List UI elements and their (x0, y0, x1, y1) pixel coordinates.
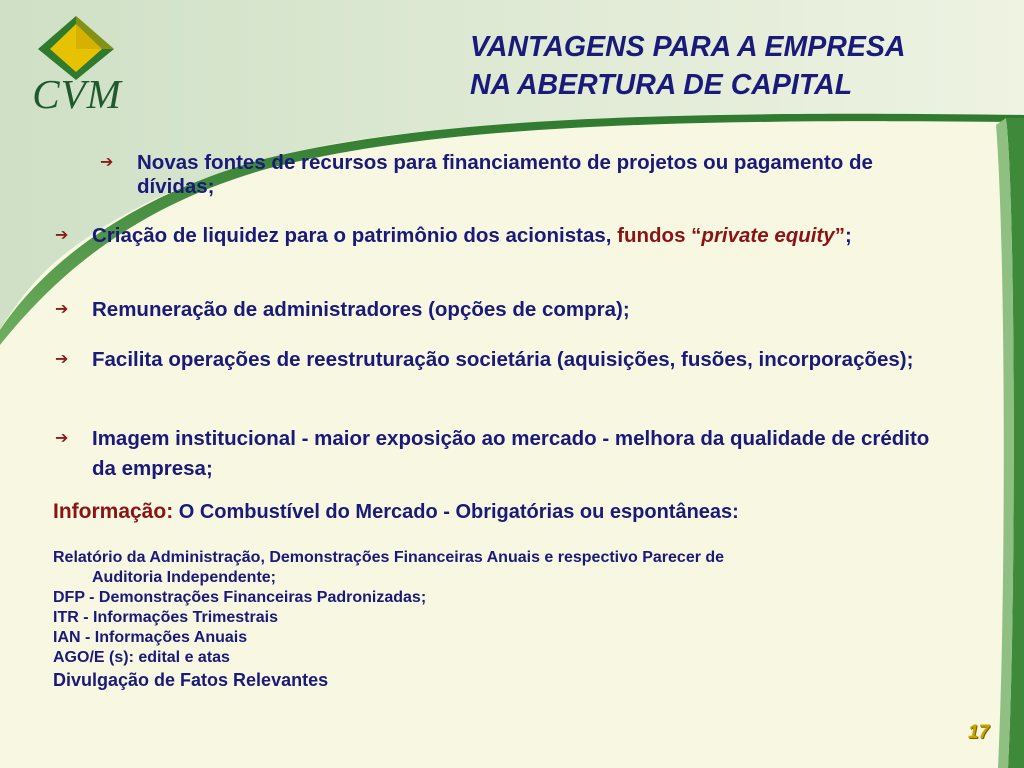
list-item: Divulgação de Fatos Relevantes (53, 670, 329, 690)
bullet-item (100, 151, 917, 199)
arrow-bullet-icon: ➔ (55, 301, 69, 318)
info-label: Informação: (53, 500, 174, 523)
bullet-text: Criação de liquidez para o patrimônio dos acionistas, fundos “private equity”; (92, 224, 852, 247)
page-number: 17 (968, 722, 990, 743)
info-heading (53, 500, 739, 524)
bullet-item (55, 298, 972, 322)
bullet-text: Remuneração de administradores (opções de compra); (92, 298, 630, 321)
title-line-1: VANTAGENS PARA A EMPRESA (470, 31, 906, 63)
list-item: ITR - Informações Trimestrais (53, 609, 278, 626)
arrow-bullet-icon: ➔ (55, 430, 69, 447)
list-item: AGO/E (s): edital e atas (53, 649, 230, 666)
bullet-item (55, 348, 972, 372)
info-text: O Combustível do Mercado - Obrigatórias ou espontâneas: (173, 501, 739, 523)
highlight-private-equity: private equity (701, 224, 835, 247)
highlight-fundos: fundos “ (617, 224, 702, 247)
arrow-bullet-icon: ➔ (55, 227, 69, 244)
bullet-text: Imagem institucional - maior exposição ao mercado - melhora da qualidade de crédito da empresa; (92, 427, 930, 480)
list-item: Relatório da Administração, Demonstrações Financeiras Anuais e respectivo Parecer de (53, 549, 725, 566)
disclosure-list (53, 548, 953, 690)
title-line-2: NA ABERTURA DE CAPITAL (470, 69, 853, 101)
arrow-bullet-icon: ➔ (55, 351, 69, 368)
list-item: Auditoria Independente; (92, 569, 276, 586)
bullet-text: Facilita operações de reestruturação societária (aquisições, fusões, incorporações); (92, 348, 914, 371)
list-item: IAN - Informações Anuais (53, 629, 248, 646)
arrow-bullet-icon: ➔ (100, 154, 114, 171)
slide-title (470, 28, 1015, 104)
bullet-text: Novas fontes de recursos para financiamento de projetos ou pagamento de dívidas; (137, 151, 873, 198)
logo-text: CVM (32, 71, 122, 117)
bullet-item (55, 424, 952, 484)
list-item: DFP - Demonstrações Financeiras Padronizadas; (53, 589, 427, 606)
bullet-item (55, 224, 972, 248)
